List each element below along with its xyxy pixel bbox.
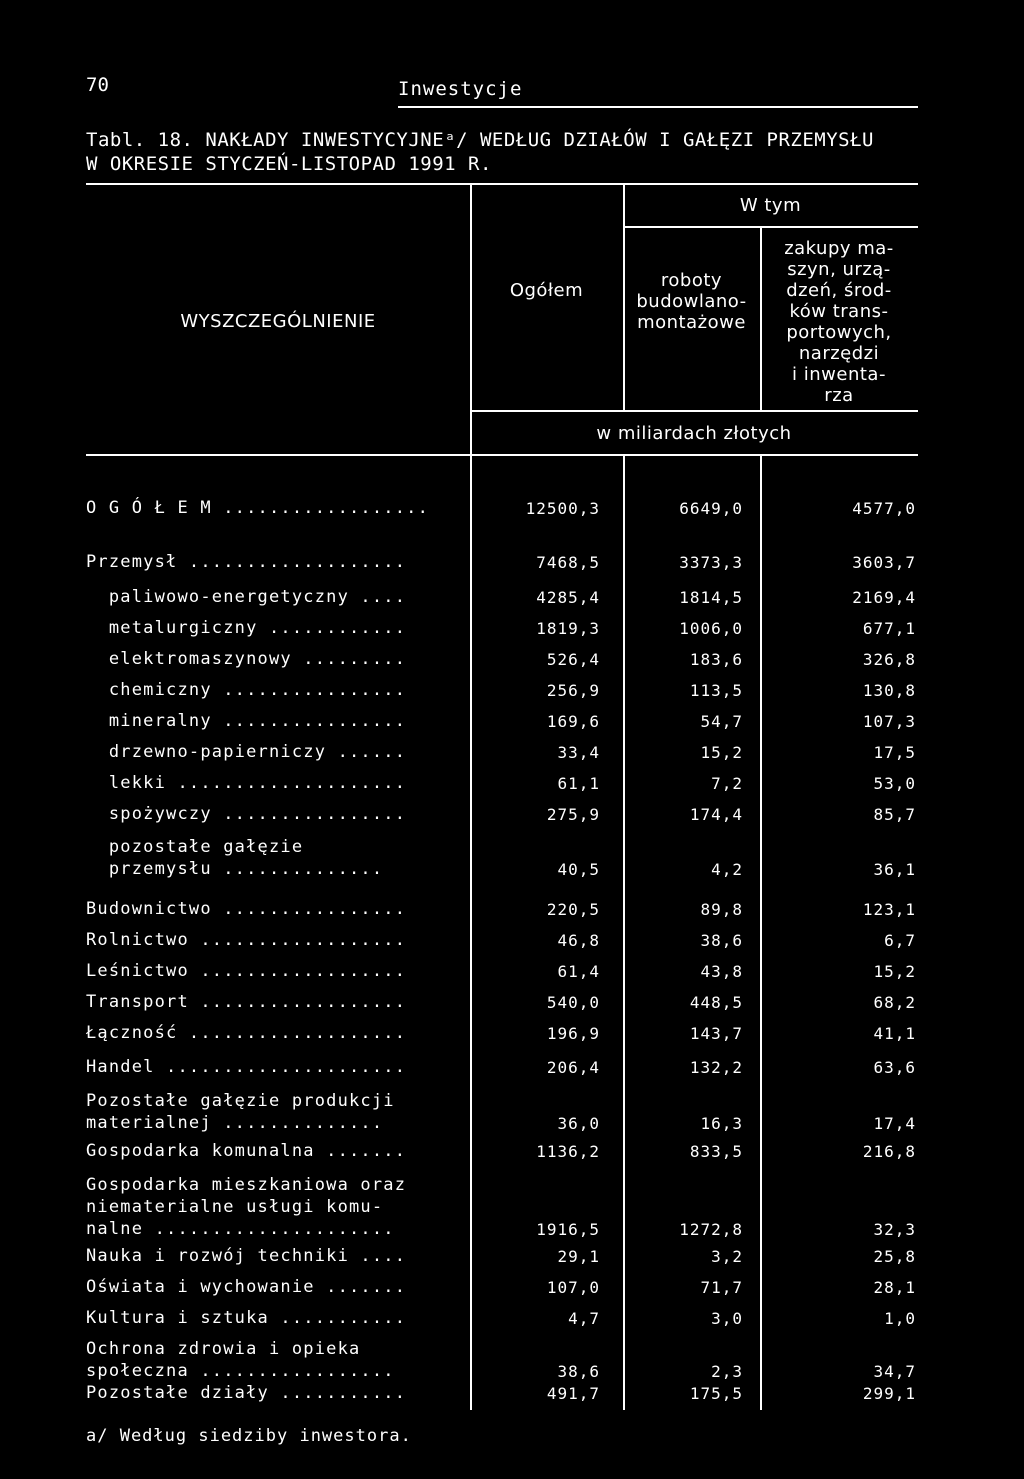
row-label: chemiczny ................	[86, 680, 407, 700]
row-label: lekki ....................	[86, 773, 407, 793]
cell-total: 46,8	[557, 931, 600, 950]
cell-construction: 1272,8	[679, 1220, 743, 1239]
row-label: Budownictwo ................	[86, 899, 407, 919]
cell-purchases: 17,5	[873, 743, 916, 762]
cell-total: 491,7	[546, 1384, 600, 1403]
table-body	[86, 0, 918, 1479]
cell-construction: 175,5	[689, 1384, 743, 1403]
row-label: mineralny ................	[86, 711, 407, 731]
header-in-which: W tym	[739, 195, 802, 216]
page-number: 70	[86, 74, 109, 96]
cell-purchases: 3603,7	[852, 553, 916, 572]
header-col-label: WYSZCZEGÓLNIENIE	[180, 311, 376, 332]
row-label: pozostałe gałęzie przemysłu ..............	[108, 837, 384, 879]
cell-total: 4285,4	[536, 588, 600, 607]
cell-construction: 183,6	[689, 650, 743, 669]
cell-construction: 89,8	[700, 900, 743, 919]
cell-total: 33,4	[557, 743, 600, 762]
row-label: paliwowo-energetyczny ....	[86, 587, 407, 607]
table-title-line1: Tabl. 18. NAKŁADY INWESTYCYJNEᵃ/ WEDŁUG DZIAŁÓW I GAŁĘZI PRZEMYSŁU	[86, 129, 874, 151]
cell-total: 1136,2	[536, 1142, 600, 1161]
cell-construction: 833,5	[689, 1142, 743, 1161]
cell-purchases: 123,1	[862, 900, 916, 919]
cell-construction: 6649,0	[679, 499, 743, 518]
running-head: Inwestycje	[398, 78, 523, 100]
cell-purchases: 34,7	[873, 1362, 916, 1381]
cell-purchases: 326,8	[862, 650, 916, 669]
cell-purchases: 28,1	[873, 1278, 916, 1297]
cell-total: 1819,3	[536, 619, 600, 638]
cell-construction: 15,2	[700, 743, 743, 762]
cell-purchases: 4577,0	[852, 499, 916, 518]
cell-purchases: 15,2	[873, 962, 916, 981]
header-col-construction: roboty budowlano- montażowe	[636, 270, 747, 333]
row-label: Przemysł ...................	[86, 552, 407, 572]
row-label: metalurgiczny ............	[86, 618, 407, 638]
row-label: Leśnictwo ..................	[86, 961, 407, 981]
cell-construction: 2,3	[711, 1362, 743, 1381]
cell-construction: 3,0	[711, 1309, 743, 1328]
cell-total: 1916,5	[536, 1220, 600, 1239]
row-label: Nauka i rozwój techniki ....	[86, 1246, 407, 1266]
cell-purchases: 25,8	[873, 1247, 916, 1266]
cell-purchases: 36,1	[873, 860, 916, 879]
cell-construction: 113,5	[689, 681, 743, 700]
header-unit: w miliardach złotych	[596, 423, 792, 444]
row-label: drzewno-papierniczy ......	[86, 742, 407, 762]
cell-construction: 174,4	[689, 805, 743, 824]
row-label: Gospodarka mieszkaniowa oraz niematerialne usługi komu- nalne .....................	[86, 1175, 407, 1239]
cell-total: 540,0	[546, 993, 600, 1012]
cell-total: 7468,5	[536, 553, 600, 572]
cell-total: 256,9	[546, 681, 600, 700]
cell-construction: 3,2	[711, 1247, 743, 1266]
cell-construction: 1814,5	[679, 588, 743, 607]
row-label: Kultura i sztuka ...........	[86, 1308, 407, 1328]
cell-purchases: 1,0	[884, 1309, 916, 1328]
cell-purchases: 130,8	[862, 681, 916, 700]
row-label: Transport ..................	[86, 992, 407, 1012]
cell-purchases: 63,6	[873, 1058, 916, 1077]
row-label: O G Ó Ł E M ..................	[86, 498, 430, 518]
cell-purchases: 299,1	[862, 1384, 916, 1403]
cell-construction: 54,7	[700, 712, 743, 731]
cell-purchases: 32,3	[873, 1220, 916, 1239]
row-label: Pozostałe działy ...........	[86, 1383, 407, 1403]
row-label: elektromaszynowy .........	[86, 649, 407, 669]
cell-total: 275,9	[546, 805, 600, 824]
cell-construction: 1006,0	[679, 619, 743, 638]
row-label: spożywczy ................	[86, 804, 407, 824]
cell-total: 196,9	[546, 1024, 600, 1043]
cell-construction: 4,2	[711, 860, 743, 879]
row-label: Handel .....................	[86, 1057, 407, 1077]
cell-construction: 71,7	[700, 1278, 743, 1297]
cell-total: 4,7	[568, 1309, 600, 1328]
cell-purchases: 17,4	[873, 1114, 916, 1133]
cell-total: 220,5	[546, 900, 600, 919]
cell-total: 61,4	[557, 962, 600, 981]
cell-total: 40,5	[557, 860, 600, 879]
cell-total: 36,0	[557, 1114, 600, 1133]
table-title-line2: W OKRESIE STYCZEŃ-LISTOPAD 1991 R.	[86, 153, 492, 175]
cell-total: 206,4	[546, 1058, 600, 1077]
cell-construction: 38,6	[700, 931, 743, 950]
cell-purchases: 85,7	[873, 805, 916, 824]
cell-purchases: 6,7	[884, 931, 916, 950]
cell-purchases: 53,0	[873, 774, 916, 793]
cell-total: 38,6	[557, 1362, 600, 1381]
cell-purchases: 216,8	[862, 1142, 916, 1161]
cell-total: 526,4	[546, 650, 600, 669]
row-label: Gospodarka komunalna .......	[86, 1141, 407, 1161]
cell-construction: 448,5	[689, 993, 743, 1012]
cell-construction: 16,3	[700, 1114, 743, 1133]
cell-purchases: 41,1	[873, 1024, 916, 1043]
cell-construction: 132,2	[689, 1058, 743, 1077]
cell-total: 12500,3	[525, 499, 600, 518]
cell-purchases: 107,3	[862, 712, 916, 731]
cell-purchases: 2169,4	[852, 588, 916, 607]
row-label: Pozostałe gałęzie produkcji materialnej ..............	[86, 1091, 395, 1133]
cell-construction: 143,7	[689, 1024, 743, 1043]
header-col-total: Ogółem	[509, 280, 584, 301]
cell-purchases: 68,2	[873, 993, 916, 1012]
cell-construction: 43,8	[700, 962, 743, 981]
footnote: a/ Według siedziby inwestora.	[86, 1426, 412, 1446]
cell-total: 169,6	[546, 712, 600, 731]
cell-construction: 7,2	[711, 774, 743, 793]
row-label: Oświata i wychowanie .......	[86, 1277, 407, 1297]
row-label: Ochrona zdrowia i opieka społeczna .................	[86, 1339, 395, 1381]
header-col-purchases: zakupy ma- szyn, urzą- dzeń, środ- ków trans- portowych, narzędzi i inwenta- rza	[784, 238, 894, 406]
cell-total: 29,1	[557, 1247, 600, 1266]
cell-construction: 3373,3	[679, 553, 743, 572]
cell-purchases: 677,1	[862, 619, 916, 638]
row-label: Łączność ...................	[86, 1023, 407, 1043]
row-label: Rolnictwo ..................	[86, 930, 407, 950]
cell-total: 107,0	[546, 1278, 600, 1297]
cell-total: 61,1	[557, 774, 600, 793]
